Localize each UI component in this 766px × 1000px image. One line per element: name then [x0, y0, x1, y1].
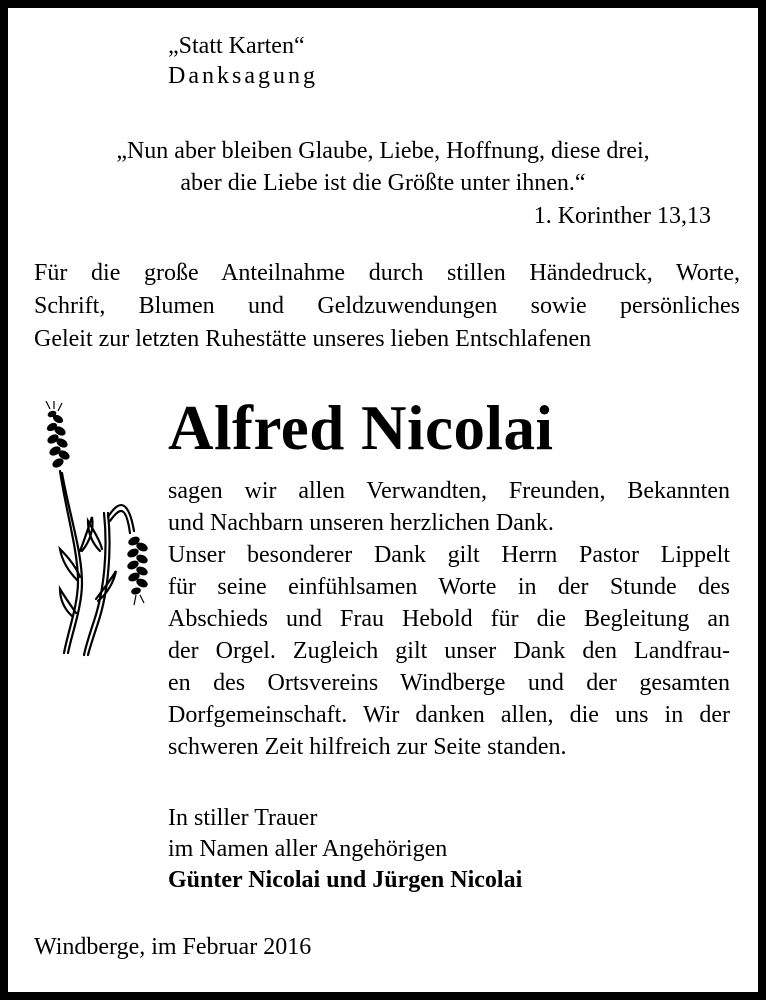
- body-line: en des Ortsvereins Windberge und der gesamten: [168, 670, 730, 696]
- verse-line-1: „Nun aber bleiben Glaube, Liebe, Hoffnung, diese drei,: [116, 138, 650, 164]
- body-paragraph: [168, 475, 730, 763]
- signature-names: Günter Nicolai und Jürgen Nicolai: [168, 867, 523, 893]
- body-line: Abschieds und Frau Hebold für die Begleitung an: [168, 606, 730, 632]
- intro-line: Geleit zur letzten Ruhestätte unseres lieben Entschlafenen: [34, 326, 592, 352]
- signature-line-2: im Namen aller Angehörigen: [168, 836, 448, 862]
- statt-karten-heading: „Statt Karten“: [168, 33, 305, 59]
- intro-line: Für die große Anteilnahme durch stillen Händedruck, Worte,: [34, 260, 740, 286]
- body-line: sagen wir allen Verwandten, Freunden, Bekannten: [168, 478, 730, 504]
- obituary-notice: [8, 8, 758, 992]
- body-line: der Orgel. Zugleich gilt unser Dank den Landfrau-: [168, 638, 730, 664]
- signature-line-1: In stiller Trauer: [168, 805, 318, 831]
- intro-paragraph: [34, 257, 740, 356]
- verse-reference: 1. Korinther 13,13: [533, 203, 711, 229]
- body-line: schweren Zeit hilfreich zur Seite standen.: [168, 734, 567, 760]
- deceased-name: Alfred Nicolai: [168, 393, 554, 463]
- body-line: Dorfgemeinschaft. Wir danken allen, die uns in der: [168, 702, 730, 728]
- body-line: und Nachbarn unseren herzlichen Dank.: [168, 510, 554, 536]
- intro-line: Schrift, Blumen und Geldzuwendungen sowie persönliches: [34, 293, 740, 319]
- wheat-icon: [38, 401, 158, 659]
- body-line: für seine einfühlsamen Worte in der Stunde des: [168, 574, 730, 600]
- danksagung-heading: Danksagung: [168, 63, 318, 89]
- place-date: Windberge, im Februar 2016: [34, 934, 312, 960]
- body-line: Unser besonderer Dank gilt Herrn Pastor Lippelt: [168, 542, 730, 568]
- verse-line-2: aber die Liebe ist die Größte unter ihnen.“: [180, 170, 586, 196]
